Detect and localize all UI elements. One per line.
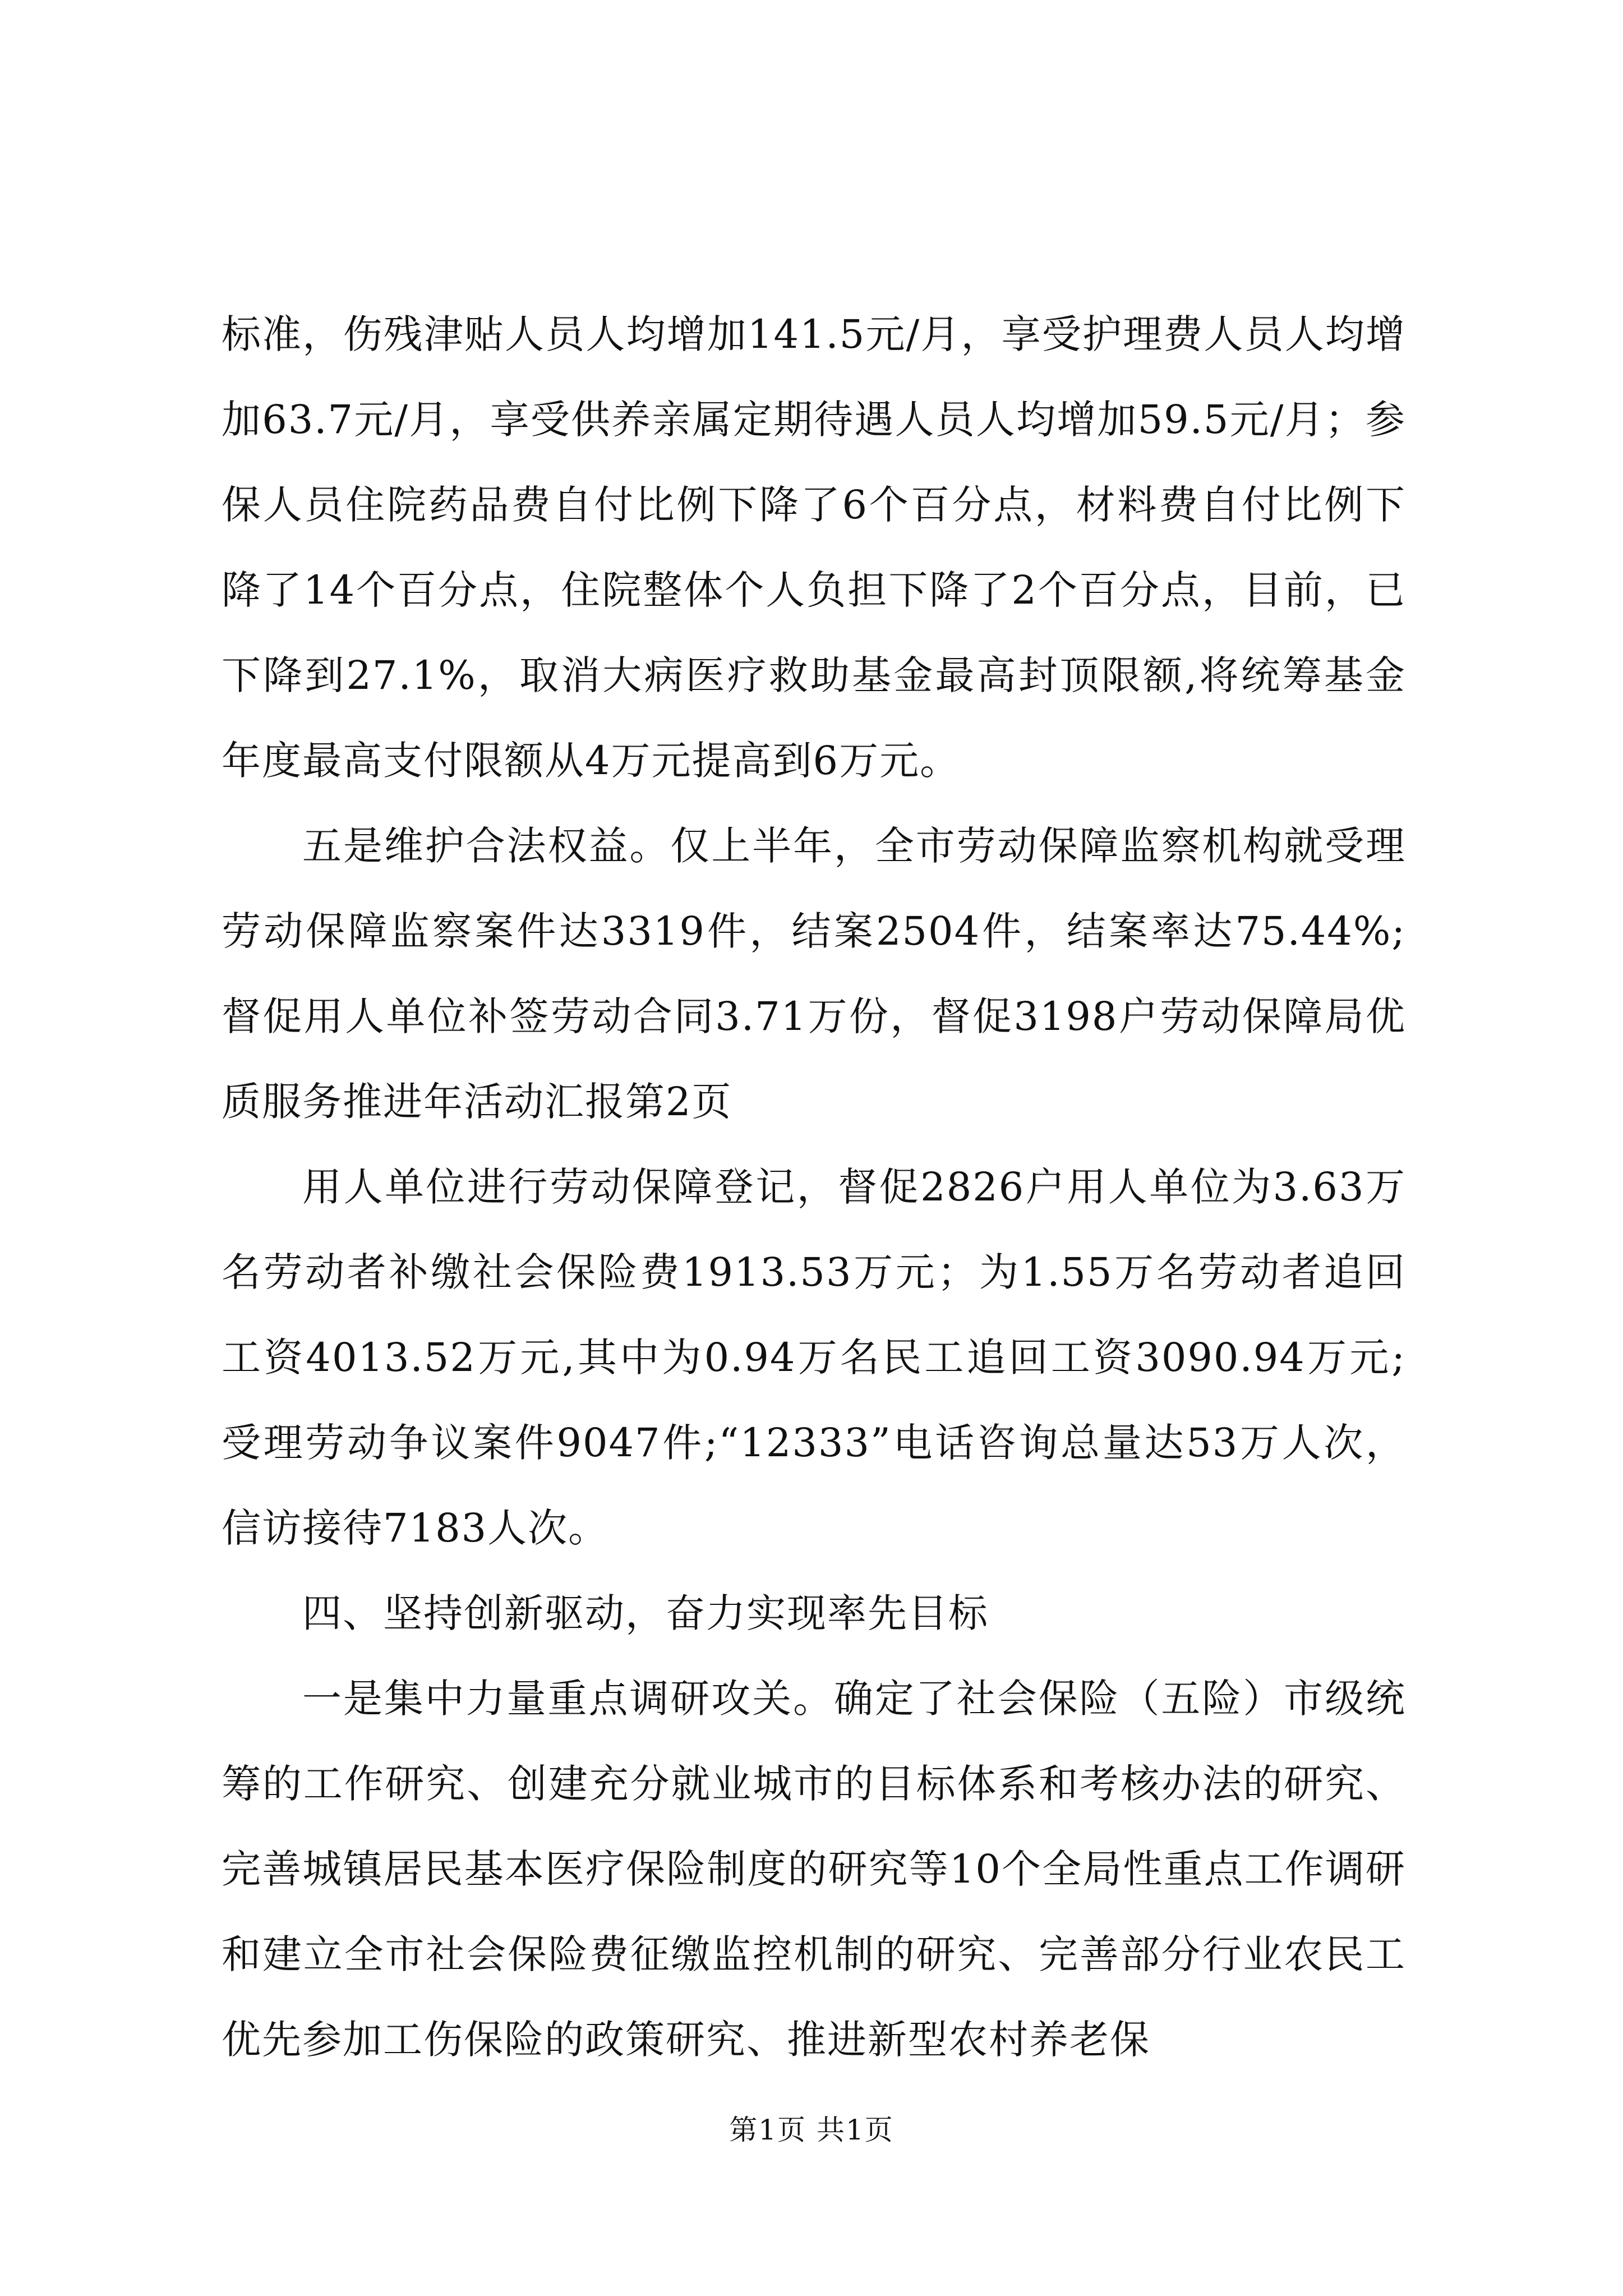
page-footer: 第1页 共1页 [729, 2114, 894, 2146]
section-heading: 四、坚持创新驱动，奋力实现率先目标 [302, 1590, 989, 1636]
paragraph-1: 标准，伤残津贴人员人均增加141.5元/月，享受护理费人员人均增加63.7元/月，享受供养亲属定期待遇人员人均增加59.5元/月；参保人员住院药品费自付比例下降了6个百分点，材料费自付比例下降了14个百分点，住院整体个人负担下降了2个百分点，目前，已下降到27.1%，取消大病医疗救助基金最高封顶限额,将统筹基金年度最高支付限额从4万元提高到6万元。 [222, 311, 1406, 784]
document-body [222, 292, 1406, 2082]
paragraph-5: 一是集中力量重点调研攻关。确定了社会保险（五险）市级统筹的工作研究、创建充分就业城市的目标体系和考核办法的研究、完善城镇居民基本医疗保险制度的研究等10个全局性重点工作调研和建立全市社会保险费征缴监控机制的研究、完善部分行业农民工优先参加工伤保险的政策研究、推进新型农村养老保 [222, 1676, 1406, 2063]
paragraph-3: 用人单位进行劳动保障登记，督促2826户用人单位为3.63万名劳动者补缴社会保险费1913.53万元；为1.55万名劳动者追回工资4013.52万元,其中为0.94万名民工追回工资3090.94万元;受理劳动争议案件9047件;“12333”电话咨询总量达53万人次，信访接待7183人次。 [222, 1164, 1406, 1551]
paragraph-2: 五是维护合法权益。仅上半年，全市劳动保障监察机构就受理劳动保障监察案件达3319件，结案2504件，结案率达75.44%;督促用人单位补签劳动合同3.71万份，督促3198户劳动保障局优质服务推进年活动汇报第2页 [222, 823, 1406, 1125]
